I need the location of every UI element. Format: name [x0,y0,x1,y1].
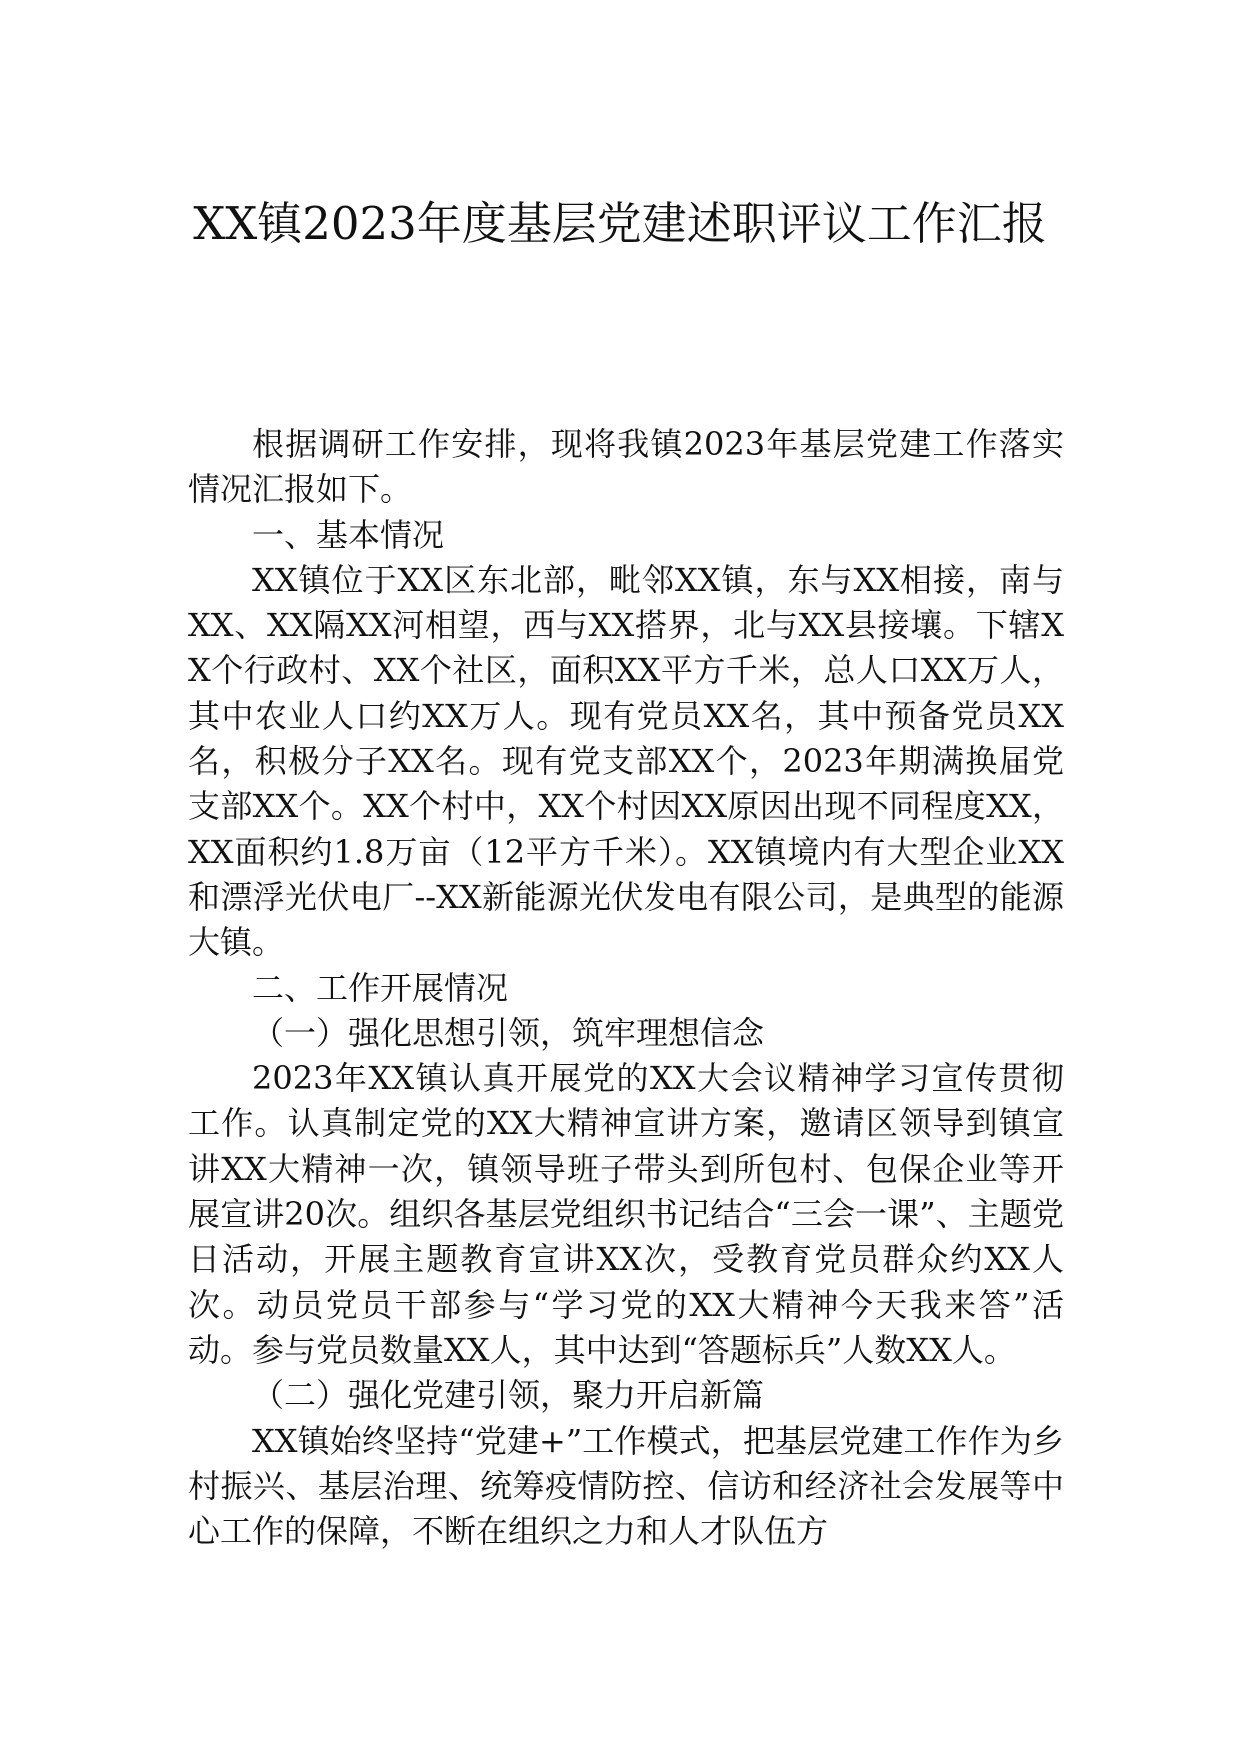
document-title: XX镇2023年度基层党建述职评议工作汇报 [193,197,1047,250]
subsection-heading-ideology: （一）强化思想引领，筑牢理想信念 [252,1013,765,1052]
intro-paragraph: 根据调研工作安排，现将我镇2023年基层党建工作落实情况汇报如下。 [188,425,1064,509]
ideology-paragraph: 2023年XX镇认真开展党的XX大会议精神学习宣传贯彻工作。认真制定党的XX大精神宣讲方案，邀请区领导到镇宣讲XX大精神一次，镇领导班子带头到所包村、包保企业等开展宣讲20次。组织各基层党组织书记结合“三会一课”、主题党日活动，开展主题教育宣讲XX次，受教育党员群众约XX人次。动员党员干部参与“学习党的XX大精神今天我来答”活动。参与党员数量XX人，其中达到“答题标兵”人数XX人。 [188,1059,1064,1369]
subsection-heading-party-building: （二）强化党建引领，聚力开启新篇 [252,1376,765,1415]
basic-situation-paragraph: XX镇位于XX区东北部，毗邻XX镇，东与XX相接，南与XX、XX隔XX河相望，西与XX搭界，北与XX县接壤。下辖XX个行政村、XX个社区，面积XX平方千米，总人口XX万人，其中农业人口约XX万人。现有党员XX名，其中预备党员XX名，积极分子XX名。现有党支部XX个，2023年期满换届党支部XX个。XX个村中，XX个村因XX原因出现不同程度XX，XX面积约1.8万亩（12平方千米）。XX镇境内有大型企业XX和漂浮光伏电厂--XX新能源光伏发电有限公司，是典型的能源大镇。 [188,560,1064,962]
section-heading-work-progress: 二、工作开展情况 [252,968,509,1007]
section-heading-basic-situation: 一、基本情况 [252,515,445,554]
party-building-paragraph: XX镇始终坚持“党建+”工作模式，把基层党建工作作为乡村振兴、基层治理、统筹疫情防控、信访和经济社会发展等中心工作的保障，不断在组织之力和人才队伍方 [188,1421,1064,1551]
document-body [188,422,1064,1554]
